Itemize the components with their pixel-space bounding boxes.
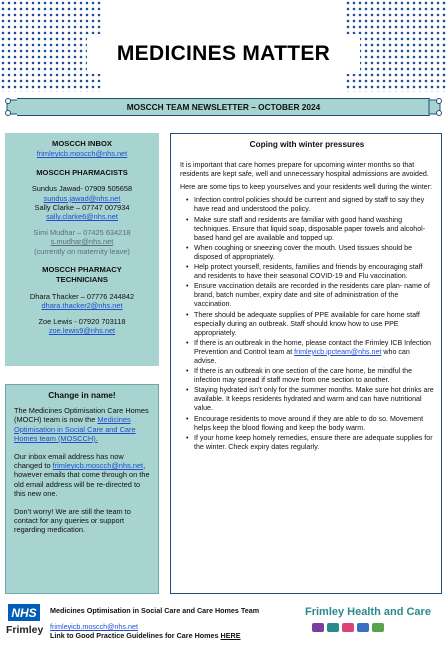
partner-logo-icons (312, 623, 384, 632)
article-lead: Here are some tips to keep yourselves and your residents well during the winter: (180, 183, 432, 192)
scroll-right-icon (428, 96, 442, 118)
sally-email-link[interactable]: sally.clarke6@nhs.net (46, 212, 118, 222)
guidelines-link-row: Link to Good Practice Guidelines for Care Homes HERE (50, 631, 241, 640)
list-item: • When coughing or sneezing cover the mouth. Used tissues should be disposed of appropriately. (194, 244, 434, 262)
banner-text: MOSCCH TEAM NEWSLETTER – OCTOBER 2024 (126, 102, 321, 112)
inbox-heading: MOSCCH INBOX (52, 139, 112, 148)
newsletter-banner (5, 96, 442, 118)
list-item: • Ensure vaccination details are recorded in the residents care plan- name of brand, batch number, expiry date and site of administration of the vaccination. (194, 282, 434, 309)
winter-pressures-article (170, 133, 442, 594)
change-paragraph-3: Don’t worry! We are still the team to contact for any queries or support regarding medication. (14, 507, 131, 535)
simi-note: (currently on maternity leave) (34, 246, 130, 256)
dot-pattern-right (345, 0, 447, 92)
list-item: • Infection control policies should be current and signed by staff to say they have read and understood the policy. (194, 196, 434, 214)
technicians-heading-line2: TECHNICIANS (56, 275, 108, 285)
list-item: • Staying hydrated isn’t only for the summer months. Make sure hot drinks are available. It keeps residents hydrated and warm and can have nutritional value. (194, 386, 434, 413)
moscch-team-link[interactable]: Medicines Optimisation in Social Care and Care Homes team (MOSCCH). (14, 415, 136, 443)
nhs-logo: NHS (8, 604, 40, 621)
footer-team-name: Medicines Optimisation in Social Care and Care Homes Team (50, 606, 260, 615)
list-item: • If your home keep homely remedies, ensure there are adequate supplies for the winter. Check expiry dates regularly. (194, 434, 434, 452)
contacts-panel (5, 133, 159, 366)
change-paragraph-2: Our inbox email address has now changed to frimleyicb.moscch@nhs.net, however emails that come through on the old email address will be re-directed to this new one. (14, 452, 150, 498)
simi-email-link[interactable]: s.mudhar@nhs.net (50, 237, 114, 247)
list-item: • If there is an outbreak in one section of the care home, be mindful the infection may spread if staff move from one section to another. (194, 367, 434, 385)
nhs-org-name: Frimley (6, 624, 44, 636)
contact-sally: Sally Clarke – 07747 007934 (34, 203, 130, 213)
contact-dhara: Dhara Thacker – 07776 244842 (29, 291, 135, 301)
article-heading: Coping with winter pressures (249, 140, 365, 149)
footer (0, 600, 447, 653)
page-title: MEDICINES MATTER (116, 42, 331, 65)
ipc-team-email-link[interactable]: frimleyicb.ipcteam@nhs.net (294, 347, 382, 356)
list-item: • Encourage residents to move around if they are able to do so. Movement helps keep the blood flowing and keep the body warm. (194, 415, 434, 433)
banner-bar (17, 98, 430, 116)
change-name-panel (5, 384, 159, 594)
frimley-health-care-logo: Frimley Health and Care (305, 606, 431, 618)
inbox-email-link[interactable]: frimleyicb.moscch@nhs.net (36, 149, 128, 159)
contact-zoe: Zoe Lewis - 07920 703118 (38, 316, 126, 326)
contact-simi: Simi Mudhar – 07425 634218 (33, 227, 131, 237)
footer-email-link[interactable]: frimleyicb.moscch@nhs.net (50, 622, 138, 631)
pharmacists-heading: MOSCCH PHARMACISTS (36, 167, 128, 177)
article-intro: It is important that care homes prepare for upcoming winter months so that residents are kept safe, well and unnecessary hospital admissions are avoided. (180, 161, 429, 179)
tips-list (194, 196, 434, 452)
technicians-heading-line1: MOSCCH PHARMACY (42, 265, 122, 275)
list-item: • There should be adequate supplies of PPE available for care home staff especially during an outbreak. Staff should know how to use PPE appropriately. (194, 311, 434, 338)
new-inbox-email-link[interactable]: frimleyicb.moscch@nhs.net (52, 461, 144, 471)
change-heading: Change in name! (48, 390, 116, 400)
title-box (87, 34, 360, 74)
sundus-email-link[interactable]: sundus.jawad@nhs.net (43, 193, 121, 203)
zoe-email-link[interactable]: zoe.lewis9@nhs.net (48, 326, 116, 336)
list-item: • Make sure staff and residents are familiar with good hand washing techniques. Ensure that liquid soap, disposable paper towels and alcohol-based hand gel are available and topped up. (194, 216, 434, 243)
dhara-email-link[interactable]: dhara.thacker2@nhs.net (41, 301, 123, 311)
guidelines-here-link[interactable]: HERE (220, 631, 241, 640)
contact-sundus: Sundus Jawad- 07909 505658 (31, 184, 133, 194)
list-item: • Help protect yourself, residents, families and friends by encouraging staff and residents to have their seasonal COVID-19 and Flu vaccination. (194, 263, 434, 281)
list-item-outbreak: • If there is an outbreak in the home, please contact the Frimley ICB Infection Prevention and Control team at frimleyicb.ipcteam@nhs.net who can advise. (194, 339, 434, 366)
change-paragraph-1: The Medicines Optimisation Care Homes (MOCH) team is now the Medicines Optimisation in Social Care and Care Homes team (MOSCCH). (14, 406, 149, 443)
